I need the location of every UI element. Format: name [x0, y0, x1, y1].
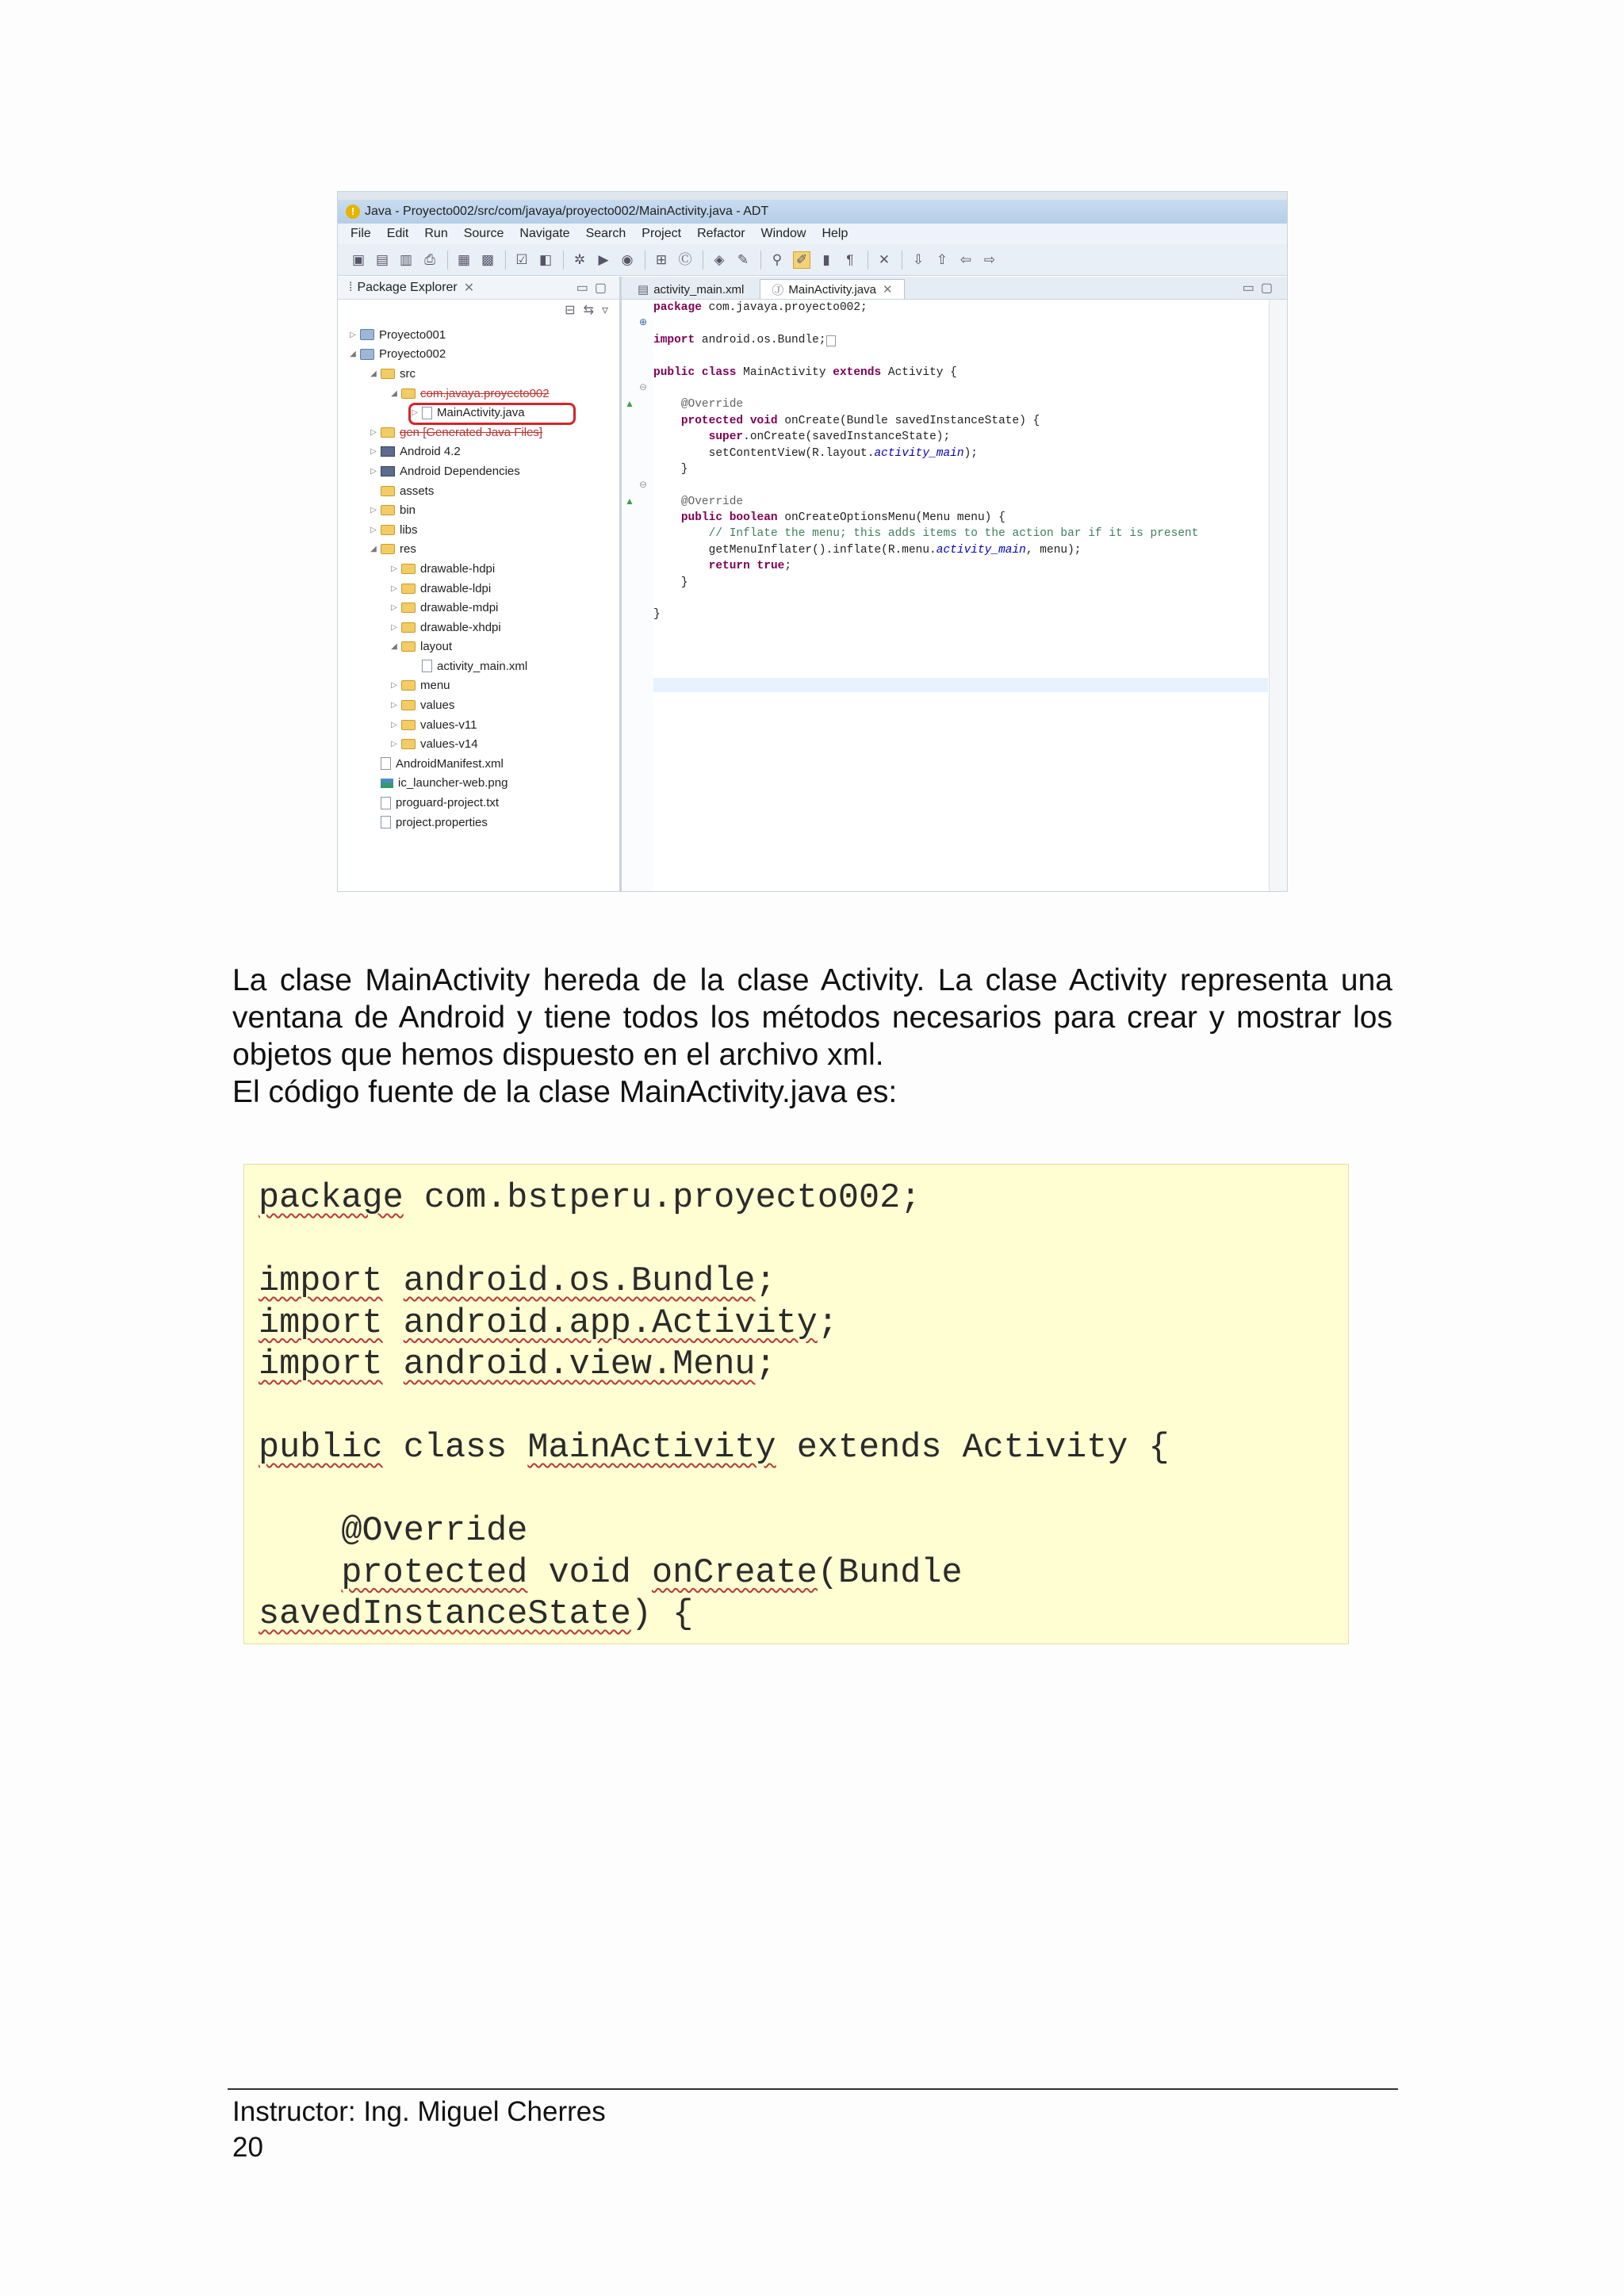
tree-item[interactable] — [338, 793, 619, 813]
text-file-icon — [381, 797, 391, 809]
expand-icon[interactable]: ▷ — [370, 466, 377, 476]
tab-mainactivity-java[interactable] — [760, 279, 904, 299]
collapse-icon[interactable]: ◢ — [391, 388, 397, 398]
tree-item[interactable] — [338, 676, 619, 696]
browser-tab-strip — [338, 192, 1287, 200]
tree-item[interactable] — [338, 500, 619, 520]
window-title: Java - Proyecto002/src/com/javaya/proyecto002/MainActivity.java - ADT — [365, 205, 769, 218]
menu-bar — [338, 224, 1287, 244]
listing-token: import — [259, 1303, 383, 1343]
view-minmax-icon[interactable]: ▭▢ — [576, 281, 613, 295]
code-field: activity_main — [874, 446, 964, 460]
tree-item-label: proguard-project.txt — [396, 796, 500, 810]
tree-item-label: drawable-hdpi — [420, 561, 496, 576]
expand-icon[interactable]: ▷ — [350, 330, 356, 339]
expand-icon[interactable]: ▷ — [370, 447, 377, 457]
run-icon[interactable]: ▶ — [598, 251, 609, 267]
link-editor-icon[interactable]: ⇆ — [583, 304, 594, 317]
editor-tabs — [622, 277, 1287, 300]
tree-item-label: Proyecto002 — [379, 347, 446, 362]
open-type-icon[interactable]: ◈ — [714, 251, 725, 267]
listing-token: com.bstperu.proyecto002; — [403, 1179, 921, 1218]
expand-icon[interactable]: ▷ — [370, 506, 377, 515]
tree-item[interactable] — [338, 637, 619, 657]
ide-screenshot — [337, 191, 1288, 892]
listing-line: @Override — [259, 1512, 528, 1551]
code-line: protected void onCreate(Bundle savedInstanceState) { — [680, 414, 1040, 427]
tree-item[interactable] — [338, 774, 619, 794]
code-keyword: import — [653, 333, 695, 346]
code-line: getMenuInflater().inflate(R.menu.activity_main, menu); — [653, 543, 1082, 557]
folder-icon — [381, 544, 395, 554]
toolbar-separator — [505, 251, 506, 270]
listing-blank-line — [259, 1387, 1334, 1429]
package-icon — [401, 388, 416, 399]
back-icon[interactable]: ⇦ — [959, 251, 972, 267]
tree-item[interactable] — [338, 715, 619, 735]
code-listing — [243, 1164, 1349, 1644]
body-text — [232, 962, 1392, 1111]
folder-icon — [401, 641, 416, 652]
toggle-highlight-icon[interactable]: ✐ — [793, 251, 810, 269]
tree-item-label: drawable-ldpi — [420, 581, 492, 595]
tree-item-label: drawable-mdpi — [420, 601, 499, 615]
listing-line — [259, 1428, 1334, 1470]
page-footer — [232, 2094, 606, 2165]
listing-line — [259, 1553, 1334, 1595]
manifest-file-icon — [381, 757, 391, 770]
tab-label: MainActivity.java — [788, 282, 876, 297]
expand-icon[interactable]: ▷ — [370, 525, 377, 534]
code-line: package com.javaya.proyecto002; — [653, 301, 868, 314]
editor-scrollbar[interactable] — [1269, 300, 1287, 891]
tree-item-label: gen [Generated Java Files] — [400, 425, 543, 439]
listing-line — [259, 1594, 1334, 1636]
collapse-all-icon[interactable]: ⊟ — [565, 304, 576, 317]
listing-line: import android.view.Menu; — [259, 1345, 776, 1384]
show-whitespace-icon[interactable]: ¶ — [846, 251, 854, 267]
toolbar-separator — [760, 251, 761, 270]
listing-blank-line — [259, 1470, 1334, 1512]
block-selection-icon[interactable]: ▮ — [822, 251, 830, 267]
new-android-project-icon[interactable]: ◧ — [538, 251, 553, 267]
paragraph: La clase MainActivity hereda de la clase Activity. La clase Activity representa una ventana de Android y tiene todos los métodos necesarios para crear y mostrar los objetos que hemos dispuesto en el archivo xml. — [232, 963, 1392, 1072]
menu-project[interactable]: Project — [642, 227, 682, 240]
listing-token: onCreate — [652, 1553, 818, 1593]
code-keyword: package — [653, 301, 702, 314]
code-line: setContentView(R.layout.activity_main); — [653, 446, 978, 460]
listing-token: savedInstanceState — [259, 1595, 631, 1634]
code-line: return true; — [708, 560, 792, 573]
tree-item-label: res — [400, 542, 416, 557]
tree-item[interactable] — [338, 520, 619, 540]
new-class-icon[interactable]: Ⓒ — [678, 251, 692, 267]
code-line — [653, 396, 1268, 412]
listing-token: (Bundle — [817, 1553, 963, 1593]
expand-icon[interactable]: ▷ — [391, 564, 397, 573]
library-icon — [381, 466, 395, 476]
folder-icon — [401, 680, 416, 691]
code-field: activity_main — [936, 543, 1026, 557]
listing-token: import — [259, 1262, 383, 1301]
source-folder-icon — [381, 369, 395, 379]
package-explorer-title[interactable]: Package Explorer — [357, 281, 458, 294]
tree-item[interactable] — [338, 813, 619, 832]
listing-line: import android.app.Activity; — [259, 1303, 838, 1343]
tree-item[interactable] — [338, 618, 619, 637]
tree-item[interactable] — [338, 442, 619, 462]
tree-item[interactable] — [338, 559, 619, 579]
code-annotation: @Override — [680, 495, 744, 508]
expand-icon[interactable]: ▷ — [391, 622, 397, 632]
current-line-highlight — [653, 678, 1268, 692]
avd-manager-icon[interactable]: ▩ — [481, 251, 495, 267]
listing-token: extends Activity { — [776, 1429, 1170, 1468]
view-minmax-icon[interactable]: ▭▢ — [1242, 281, 1279, 295]
code-line: public class MainActivity extends Activity { — [653, 365, 957, 379]
xml-file-icon: ▤ — [638, 283, 649, 297]
listing-token: class — [382, 1429, 528, 1468]
tree-item-label: com.javaya.proyecto002 — [420, 386, 550, 400]
tree-item-label: drawable-xhdpi — [420, 620, 501, 634]
listing-token: android.app.Activity — [403, 1303, 818, 1343]
expand-icon[interactable]: ▷ — [370, 427, 377, 437]
listing-blank-line — [259, 1220, 1334, 1262]
tree-item-label: bin — [400, 503, 416, 518]
tree-item[interactable] — [338, 540, 619, 560]
print-icon[interactable]: ⎙ — [424, 251, 435, 267]
paragraph: El código fuente de la clase MainActivity.java es: — [232, 1075, 898, 1109]
pin-icon[interactable]: ✕ — [878, 251, 891, 267]
expand-icon[interactable]: ▷ — [391, 720, 397, 729]
code-line: import android.os.Bundle; — [653, 332, 1268, 348]
external-tools-icon[interactable]: ◉ — [621, 251, 634, 267]
fold-icon[interactable]: ⊕ — [639, 316, 648, 327]
code-line — [653, 591, 1268, 607]
tree-item-label: AndroidManifest.xml — [396, 756, 504, 771]
tree-item[interactable] — [338, 579, 619, 599]
lint-check-icon[interactable]: ☑ — [515, 251, 528, 267]
listing-token: ) { — [630, 1595, 694, 1634]
menu-run[interactable]: Run — [424, 227, 448, 240]
new-package-icon[interactable]: ⊞ — [655, 251, 668, 267]
tree-item[interactable] — [338, 345, 619, 365]
expand-icon[interactable]: ▷ — [391, 584, 397, 593]
package-explorer-panel — [338, 277, 622, 891]
close-view-icon[interactable]: ✕ — [463, 281, 475, 295]
folder-icon — [381, 525, 395, 535]
override-marker-icon: ▲ — [625, 398, 634, 409]
instructor-credit: Instructor: Ing. Miguel Cherres — [232, 2096, 606, 2127]
code-keyword: extends — [833, 365, 882, 379]
tree-item-label: values-v11 — [420, 718, 477, 732]
listing-line: import android.os.Bundle; — [259, 1262, 776, 1301]
tree-item[interactable] — [338, 423, 619, 442]
listing-line — [259, 1178, 1334, 1220]
tree-item[interactable] — [338, 384, 619, 404]
save-all-icon[interactable]: ▥ — [399, 251, 413, 267]
collapse-icon[interactable]: ◢ — [391, 642, 397, 652]
menu-file[interactable]: File — [350, 227, 371, 240]
collapse-icon[interactable]: ◢ — [370, 545, 377, 554]
tree-item-label: layout — [420, 640, 453, 654]
tree-item[interactable] — [338, 695, 619, 715]
tab-activity-main-xml[interactable] — [626, 280, 755, 299]
listing-token: MainActivity — [527, 1429, 776, 1468]
folder-icon — [401, 564, 416, 574]
folder-icon — [381, 505, 395, 515]
code-line — [653, 348, 1268, 364]
code-line — [653, 494, 1268, 510]
expand-icon[interactable]: ▷ — [391, 701, 397, 710]
project-icon — [360, 329, 374, 340]
tree-item-label: values — [420, 698, 455, 713]
tree-item[interactable] — [338, 481, 619, 501]
listing-token: android.view.Menu — [403, 1345, 756, 1384]
folder-icon — [401, 700, 416, 710]
code-annotation: @Override — [680, 398, 744, 411]
tree-item-label: MainActivity.java — [437, 406, 525, 420]
menu-help[interactable]: Help — [822, 227, 848, 240]
folder-icon — [381, 486, 395, 496]
tree-item[interactable] — [338, 364, 619, 384]
menu-edit[interactable]: Edit — [386, 227, 409, 240]
tree-item-label: Android Dependencies — [400, 464, 520, 478]
override-marker-icon: ▲ — [625, 496, 634, 507]
image-file-icon — [381, 779, 393, 788]
window-titlebar — [338, 200, 1287, 224]
close-tab-icon[interactable]: ✕ — [883, 283, 893, 297]
menu-search[interactable]: Search — [585, 227, 626, 240]
project-tree — [338, 320, 619, 832]
code-line — [653, 477, 1268, 493]
new-icon[interactable]: ▣ — [351, 251, 366, 267]
tree-item-label: src — [400, 366, 416, 381]
library-icon — [381, 446, 395, 457]
debug-icon[interactable]: ✲ — [573, 251, 586, 267]
collapse-icon[interactable]: ◢ — [350, 350, 356, 359]
menu-window[interactable]: Window — [760, 227, 806, 240]
package-explorer-header — [338, 277, 619, 300]
project-icon — [360, 349, 374, 360]
code-line: super.onCreate(savedInstanceState); — [708, 430, 951, 444]
expand-icon[interactable]: ▷ — [391, 681, 397, 691]
code-line — [653, 316, 1268, 331]
expand-icon[interactable]: ▷ — [412, 408, 418, 418]
main-toolbar — [338, 244, 1287, 276]
tab-label: activity_main.xml — [653, 282, 745, 297]
toolbar-separator — [563, 251, 564, 270]
fold-icon[interactable]: ⊖ — [639, 381, 648, 392]
package-explorer-icon: ⁞ — [349, 281, 353, 294]
code-keyword: public boolean — [680, 511, 778, 525]
collapse-icon[interactable]: ◢ — [370, 369, 377, 378]
menu-refactor[interactable]: Refactor — [697, 227, 745, 240]
footer-rule — [228, 2088, 1398, 2090]
folder-icon — [401, 739, 416, 749]
code-line — [653, 381, 1268, 396]
tree-item-label: Android 4.2 — [400, 445, 461, 459]
tree-item-label: libs — [400, 522, 418, 537]
properties-file-icon — [381, 816, 391, 828]
listing-token: import — [259, 1345, 383, 1384]
code-comment: // Inflate the menu; this adds items to the action bar if it is present — [708, 527, 1199, 541]
folder-icon — [401, 622, 416, 633]
code-keyword: super — [708, 430, 744, 444]
tree-item-label: activity_main.xml — [437, 659, 528, 673]
page-number: 20 — [232, 2132, 263, 2163]
expand-icon[interactable]: ▷ — [391, 740, 397, 749]
code-keyword: protected void — [680, 414, 778, 427]
code-editor — [622, 277, 1287, 891]
code-line: } — [653, 608, 661, 622]
code-line: public boolean onCreateOptionsMenu(Menu menu) { — [680, 511, 1005, 525]
code-keyword: return true — [708, 560, 785, 573]
save-icon[interactable]: ▤ — [375, 251, 389, 267]
listing-token: protected — [341, 1553, 528, 1593]
tree-item-label: ic_launcher-web.png — [398, 776, 508, 790]
menu-navigate[interactable]: Navigate — [519, 227, 570, 240]
tree-item-label: menu — [420, 679, 450, 693]
code-line: } — [653, 462, 688, 476]
tree-item[interactable] — [338, 325, 619, 345]
toggle-mark-occurrences-icon[interactable]: ⚲ — [772, 251, 783, 267]
folder-icon — [401, 720, 416, 730]
toolbar-separator — [447, 251, 448, 270]
editor-gutter — [622, 300, 653, 891]
folder-icon — [401, 584, 416, 594]
tree-item-label: assets — [400, 484, 435, 498]
view-menu-icon[interactable]: ▿ — [601, 304, 608, 317]
tree-item[interactable] — [338, 656, 619, 676]
previous-annotation-icon[interactable]: ⇧ — [936, 251, 948, 267]
folder-icon — [401, 603, 416, 613]
listing-token: public — [259, 1429, 383, 1468]
folded-imports-icon[interactable] — [826, 335, 837, 346]
folder-icon — [381, 427, 395, 438]
tree-item[interactable] — [338, 754, 619, 774]
code-line — [653, 526, 1268, 541]
tree-item-selected[interactable] — [338, 403, 619, 423]
tree-item[interactable] — [338, 461, 619, 481]
tree-item-label: Proyecto001 — [379, 327, 446, 342]
forward-icon[interactable]: ⇨ — [983, 251, 996, 267]
java-file-icon: Ⓙ — [772, 283, 784, 297]
listing-token: package — [259, 1179, 404, 1218]
tree-item-label: project.properties — [396, 815, 488, 829]
code-keyword: public class — [653, 365, 737, 379]
fold-icon[interactable]: ⊖ — [639, 479, 648, 490]
listing-token: void — [527, 1553, 653, 1593]
code-line: } — [653, 576, 688, 589]
code-area[interactable] — [653, 300, 1268, 891]
expand-icon[interactable]: ▷ — [391, 603, 397, 613]
xml-file-icon — [422, 660, 432, 672]
menu-source[interactable]: Source — [463, 227, 504, 240]
next-annotation-icon[interactable]: ⇩ — [912, 251, 925, 267]
tree-item[interactable] — [338, 734, 619, 754]
listing-token: android.os.Bundle — [403, 1262, 756, 1301]
tree-item[interactable] — [338, 598, 619, 618]
adt-app-icon: ! — [346, 205, 360, 219]
search-icon[interactable]: ✎ — [737, 251, 749, 267]
tree-item-label: values-v14 — [420, 737, 478, 752]
package-explorer-tools — [338, 300, 619, 320]
android-sdk-icon[interactable]: ▦ — [457, 251, 471, 267]
